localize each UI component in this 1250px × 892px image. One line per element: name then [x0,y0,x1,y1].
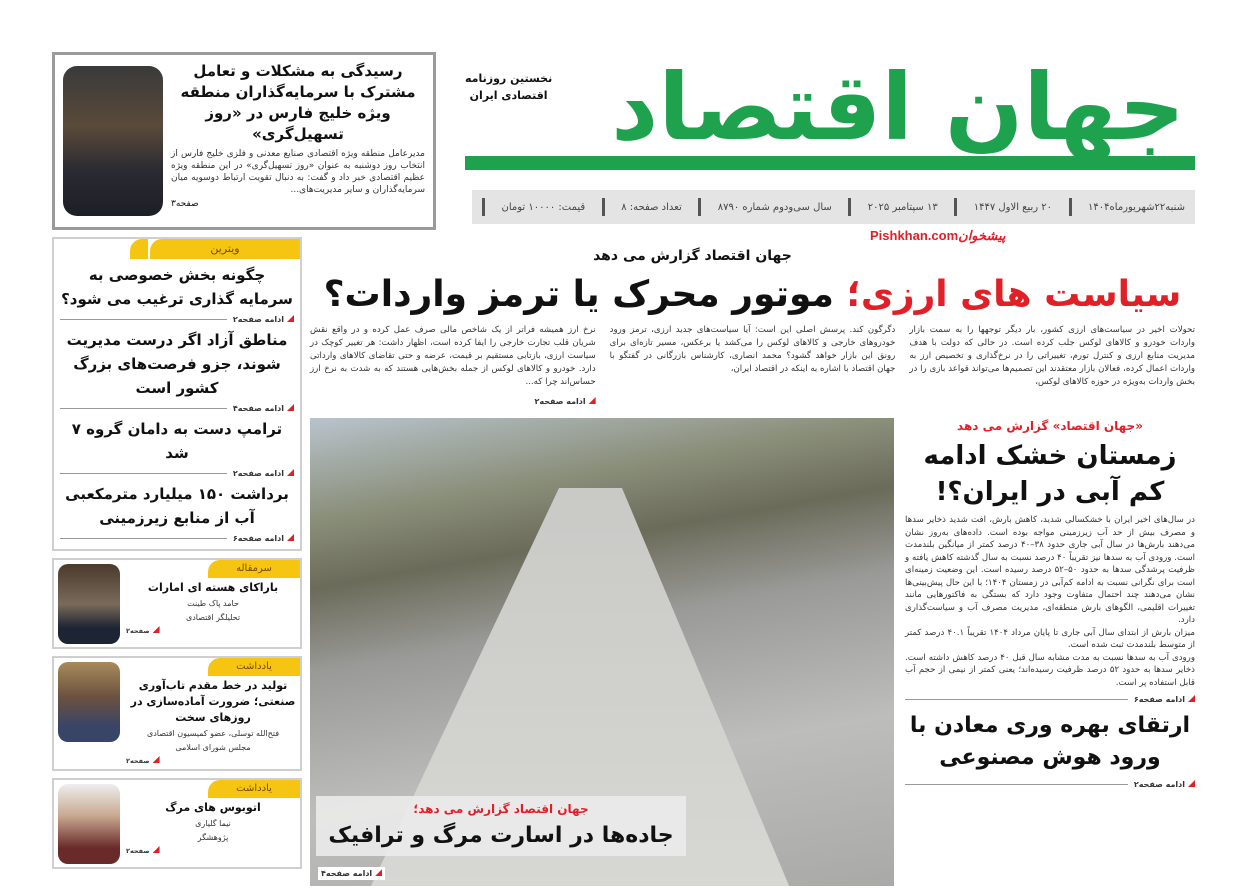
divider [1069,198,1072,216]
photo-headline: جاده‌ها در اسارت مرگ و ترافیک [328,823,674,848]
vitrin-more [60,467,294,480]
more-link[interactable]: ادامه صفحه۲ [233,313,294,326]
tab-accent [130,239,148,259]
opinion-label: سرمقاله [208,560,300,578]
right-more-2 [905,778,1195,791]
divider [905,784,1128,785]
author-photo [58,784,120,864]
top-story-photo [63,66,163,216]
right-headline[interactable]: زمستان خشک ادامه کم آبی در ایران؟! [923,441,1177,507]
opinion-page[interactable]: صفحه۲ [126,756,160,766]
opinion-role: پژوهشگر [197,833,229,842]
lead-headline-black: موتور محرک یا ترمز واردات؟ [323,274,847,315]
vitrin-box [52,237,302,551]
photo-caption [316,796,686,856]
logo-tagline [465,70,552,104]
vitrin-more [60,313,294,326]
divider [60,473,227,474]
opinion-title: تولید در خط مقدم تاب‌آوری صنعتی؛ ضرورت آماده‌سازی در روزهای سخت [130,679,296,724]
tagline-2: اقتصادی ایران [469,89,548,102]
more-link[interactable]: ادامه صفحه۲ [1134,778,1195,791]
more-link[interactable]: ادامه صفحه۴ [233,402,294,415]
opinion-author: نیما گلیاری [195,819,231,828]
lead-headline[interactable] [310,270,1195,320]
logo-name: جهان اقتصاد [611,54,1185,161]
divider [905,699,1128,700]
opinion-text [126,658,300,766]
opinion-role: مجلس شورای اسلامی [175,743,251,752]
opinion-page[interactable]: صفحه۲ [126,846,160,856]
opinion-box[interactable] [52,558,302,649]
opinion-role: تحلیلگر اقتصادی [185,613,241,622]
vitrin-item[interactable]: ترامپ دست به دامان گروه ۷ شد [71,420,283,462]
lead-col-2: دگرگون کند. پرسش اصلی این است: آیا سیاست‌های جدید ارزی، ترمز ورود خودروهای خارجی و کالاهای لوکس را می‌کشد یا برعکس، مسیر تازه‌ای برای رونق این بازار خواهد گشود؟ محمد انصاری، کارشناس بازرگانی در گفتگو با جهان اقتصاد با اشاره به اینکه در اقتصاد ایران، [609,325,896,374]
date-gregorian: ۱۳ سپتامبر ۲۰۲۵ [867,201,938,213]
opinion-box[interactable] [52,778,302,869]
divider [602,198,605,216]
divider [60,319,227,320]
opinion-text [126,560,300,644]
bottom-row [310,418,1195,886]
author-photo [58,564,120,644]
info-bar [472,190,1195,224]
lead-more-link[interactable]: ادامه صفحه۲ [534,397,595,406]
opinion-author: فتح‌الله توسلی، عضو کمیسیون اقتصادی [146,729,280,738]
right-p3: ورودی آب به سدها نسبت به مدت مشابه سال قبل ۴۰ درصد کاهش داشته است. ذخایر سدها به حدود ۵۲ درصد ظرفیت رسیده‌اند؛ یعنی کمتر از نیمی از حجم آب قابل استفاده پر است. [905,652,1195,688]
top-story-text [171,61,425,221]
top-story-box[interactable] [52,52,436,230]
top-story-page: صفحه۳ [171,199,199,209]
more-link[interactable]: ادامه صفحه۲ [233,467,294,480]
opinion-box[interactable] [52,656,302,771]
lead-col-3-wrap [310,324,596,408]
watermark [870,227,1012,245]
photo-kicker: جهان اقتصاد گزارش می دهد؛ [413,802,589,816]
right-kicker: «جهان اقتصاد» گزارش می دهد [957,419,1143,433]
opinion-label: یادداشت [208,780,300,798]
tagline-1: نخستین روزنامه [465,72,553,85]
right-more [905,693,1195,706]
top-story-body: مدیرعامل منطقه ویژه اقتصادی صنایع معدنی و فلزی خلیج فارس از انتخاب روز دوشنبه به عنوان «روز تسهیل‌گری» در این منطقه ویژه عظیم اقتصادی خبر داد و گفت: به دنبال تقویت ارتباط دوسویه میان سرمایه‌گذاران و سایر مدیریت‌های... [171,149,425,195]
masthead-logo [465,54,1195,182]
lead-col-3: نرخ ارز همیشه فراتر از یک شاخص مالی صرف عمل کرده و در واقع نقش شریان قلب تجارت خارجی را ایفا کرده است، اظهار داشت: هر تغییر کوچک در سیاست ارزی، بازتابی مستقیم بر قیمت، عرضه و حتی تقاضای کالاهای وارداتی دارد. خودرو و کالاهای لوکس از جمله بخش‌هایی هستند که به شدت به نرخ ارز حساس‌اند چرا که... [309,325,596,387]
divider [848,198,851,216]
divider [698,198,701,216]
vitrin-more [60,402,294,415]
right-column [905,418,1195,886]
lead-kicker: جهان اقتصاد گزارش می دهد [593,248,792,264]
opinion-text [126,780,300,864]
lead-col-2-wrap [610,324,896,408]
divider [954,198,957,216]
vitrin-more [60,532,294,545]
opinion-label: یادداشت [208,658,300,676]
watermark-fa: پیشخوان [958,229,1006,244]
issue-number: سال سی‌ودوم شماره ۸۷۹۰ [717,201,832,213]
more-link[interactable]: ادامه صفحه۶ [233,532,294,545]
price: قیمت: ۱۰۰۰۰ تومان [501,201,586,213]
lead-col-1-wrap [909,324,1195,408]
divider [60,408,227,409]
right-p1: در سال‌های اخیر ایران با خشکسالی شدید، کاهش بارش، افت شدید ذخایر سدها و مصرف بیش از حد آب زیرزمینی مواجه بوده است. داده‌های به‌روز نشان می‌دهند بارش‌ها در سال آبی جاری حدود ۳۸–۴۰ درصد کمتر از میانگین بلندمدت است. ورودی آب به سدها نیز تقریباً ۴۰ درصد نسبت به سال گذشته کاهش یافته و ظرفیت پرشدگی سدها به حدود ۵۰–۵۲ درصد رسیده است. این وضعیت زمینه‌ای است برای نگرانی نسبت به ادامه کم‌آبی در زمستان ۱۴۰۴؛ با این حال پیش‌بینی‌ها نشان می‌دهند چند احتمال متفاوت وجود دارد که بستگی به فاکتورهایی مانند تغییرات اقلیمی، الگوهای بارش منطقه‌ای، مدیریت مصرف آب و سیاست‌گذاری دارد. [905,515,1196,625]
vitrin-item[interactable]: مناطق آزاد اگر درست مدیریت شوند، جزو فرصت‌های بزرگ کشور است [66,331,288,397]
watermark-en: Pishkhan.com [870,228,959,243]
more-link[interactable]: ادامه صفحه۶ [1134,693,1195,706]
right-body [905,514,1195,689]
opinion-title: باراکای هسته ای امارات [147,581,279,594]
divider [60,538,227,539]
date-persian: شنبه۲۲شهریورماه۱۴۰۴ [1088,201,1185,213]
vitrin-item[interactable]: چگونه بخش خصوصی به سرمایه گذاری ترغیب می شود؟ [61,266,293,308]
opinion-title: اتوبوس های مرگ [165,801,261,814]
author-photo [58,662,120,742]
opinion-page[interactable]: صفحه۲ [126,626,160,636]
left-column [52,237,302,869]
photo-more-link[interactable]: ادامه صفحه۴ [318,867,385,880]
main-area [310,246,1195,886]
date-hijri: ۲۰ ربیع الاول ۱۴۴۷ [973,201,1053,213]
opinion-author: حامد پاک طینت [187,599,239,608]
lead-col-1: تحولات اخیر در سیاست‌های ارزی کشور، بار دیگر توجهها را به سمت بازار واردات خودرو و کالاهای لوکس جلب کرده است. در حالی که دولت با هدف مدیریت منابع ارزی و کنترل تورم، تغییراتی را در نرخ‌گذاری و تخصیص ارز به واردات اعمال کرده، فعالان بازار معتقدند این تصمیم‌ها می‌تواند قواعد بازی را در بخش واردات به‌ویژه در حوزه کالاهای لوکس، [909,325,1195,387]
lead-headline-red: سیاست های ارزی؛ [846,274,1182,315]
right-p2: میزان بارش از ابتدای سال آبی جاری تا پایان مرداد ۱۴۰۴ تقریباً ۴۰.۱ درصد کمتر از متوسط بلندمدت ثبت شده است. [905,627,1195,650]
lead-body [310,324,1195,408]
divider [482,198,485,216]
page-count: تعداد صفحه: ۸ [621,201,682,213]
traffic-photo[interactable] [310,418,894,886]
vitrin-label: ویترین [150,239,300,259]
top-story-headline: رسیدگی به مشکلات و تعامل مشترک با سرمایه‌گذاران منطقه ویژه خلیج فارس در «روز تسهیل‌گری» [180,62,416,143]
vitrin-item[interactable]: برداشت ۱۵۰ میلیارد مترمکعبی آب از منابع زیرزمینی [65,485,289,527]
vitrin-tabs [54,239,300,259]
right-headline-2[interactable]: ارتقای بهره وری معادن با ورود هوش مصنوعی [909,713,1191,770]
